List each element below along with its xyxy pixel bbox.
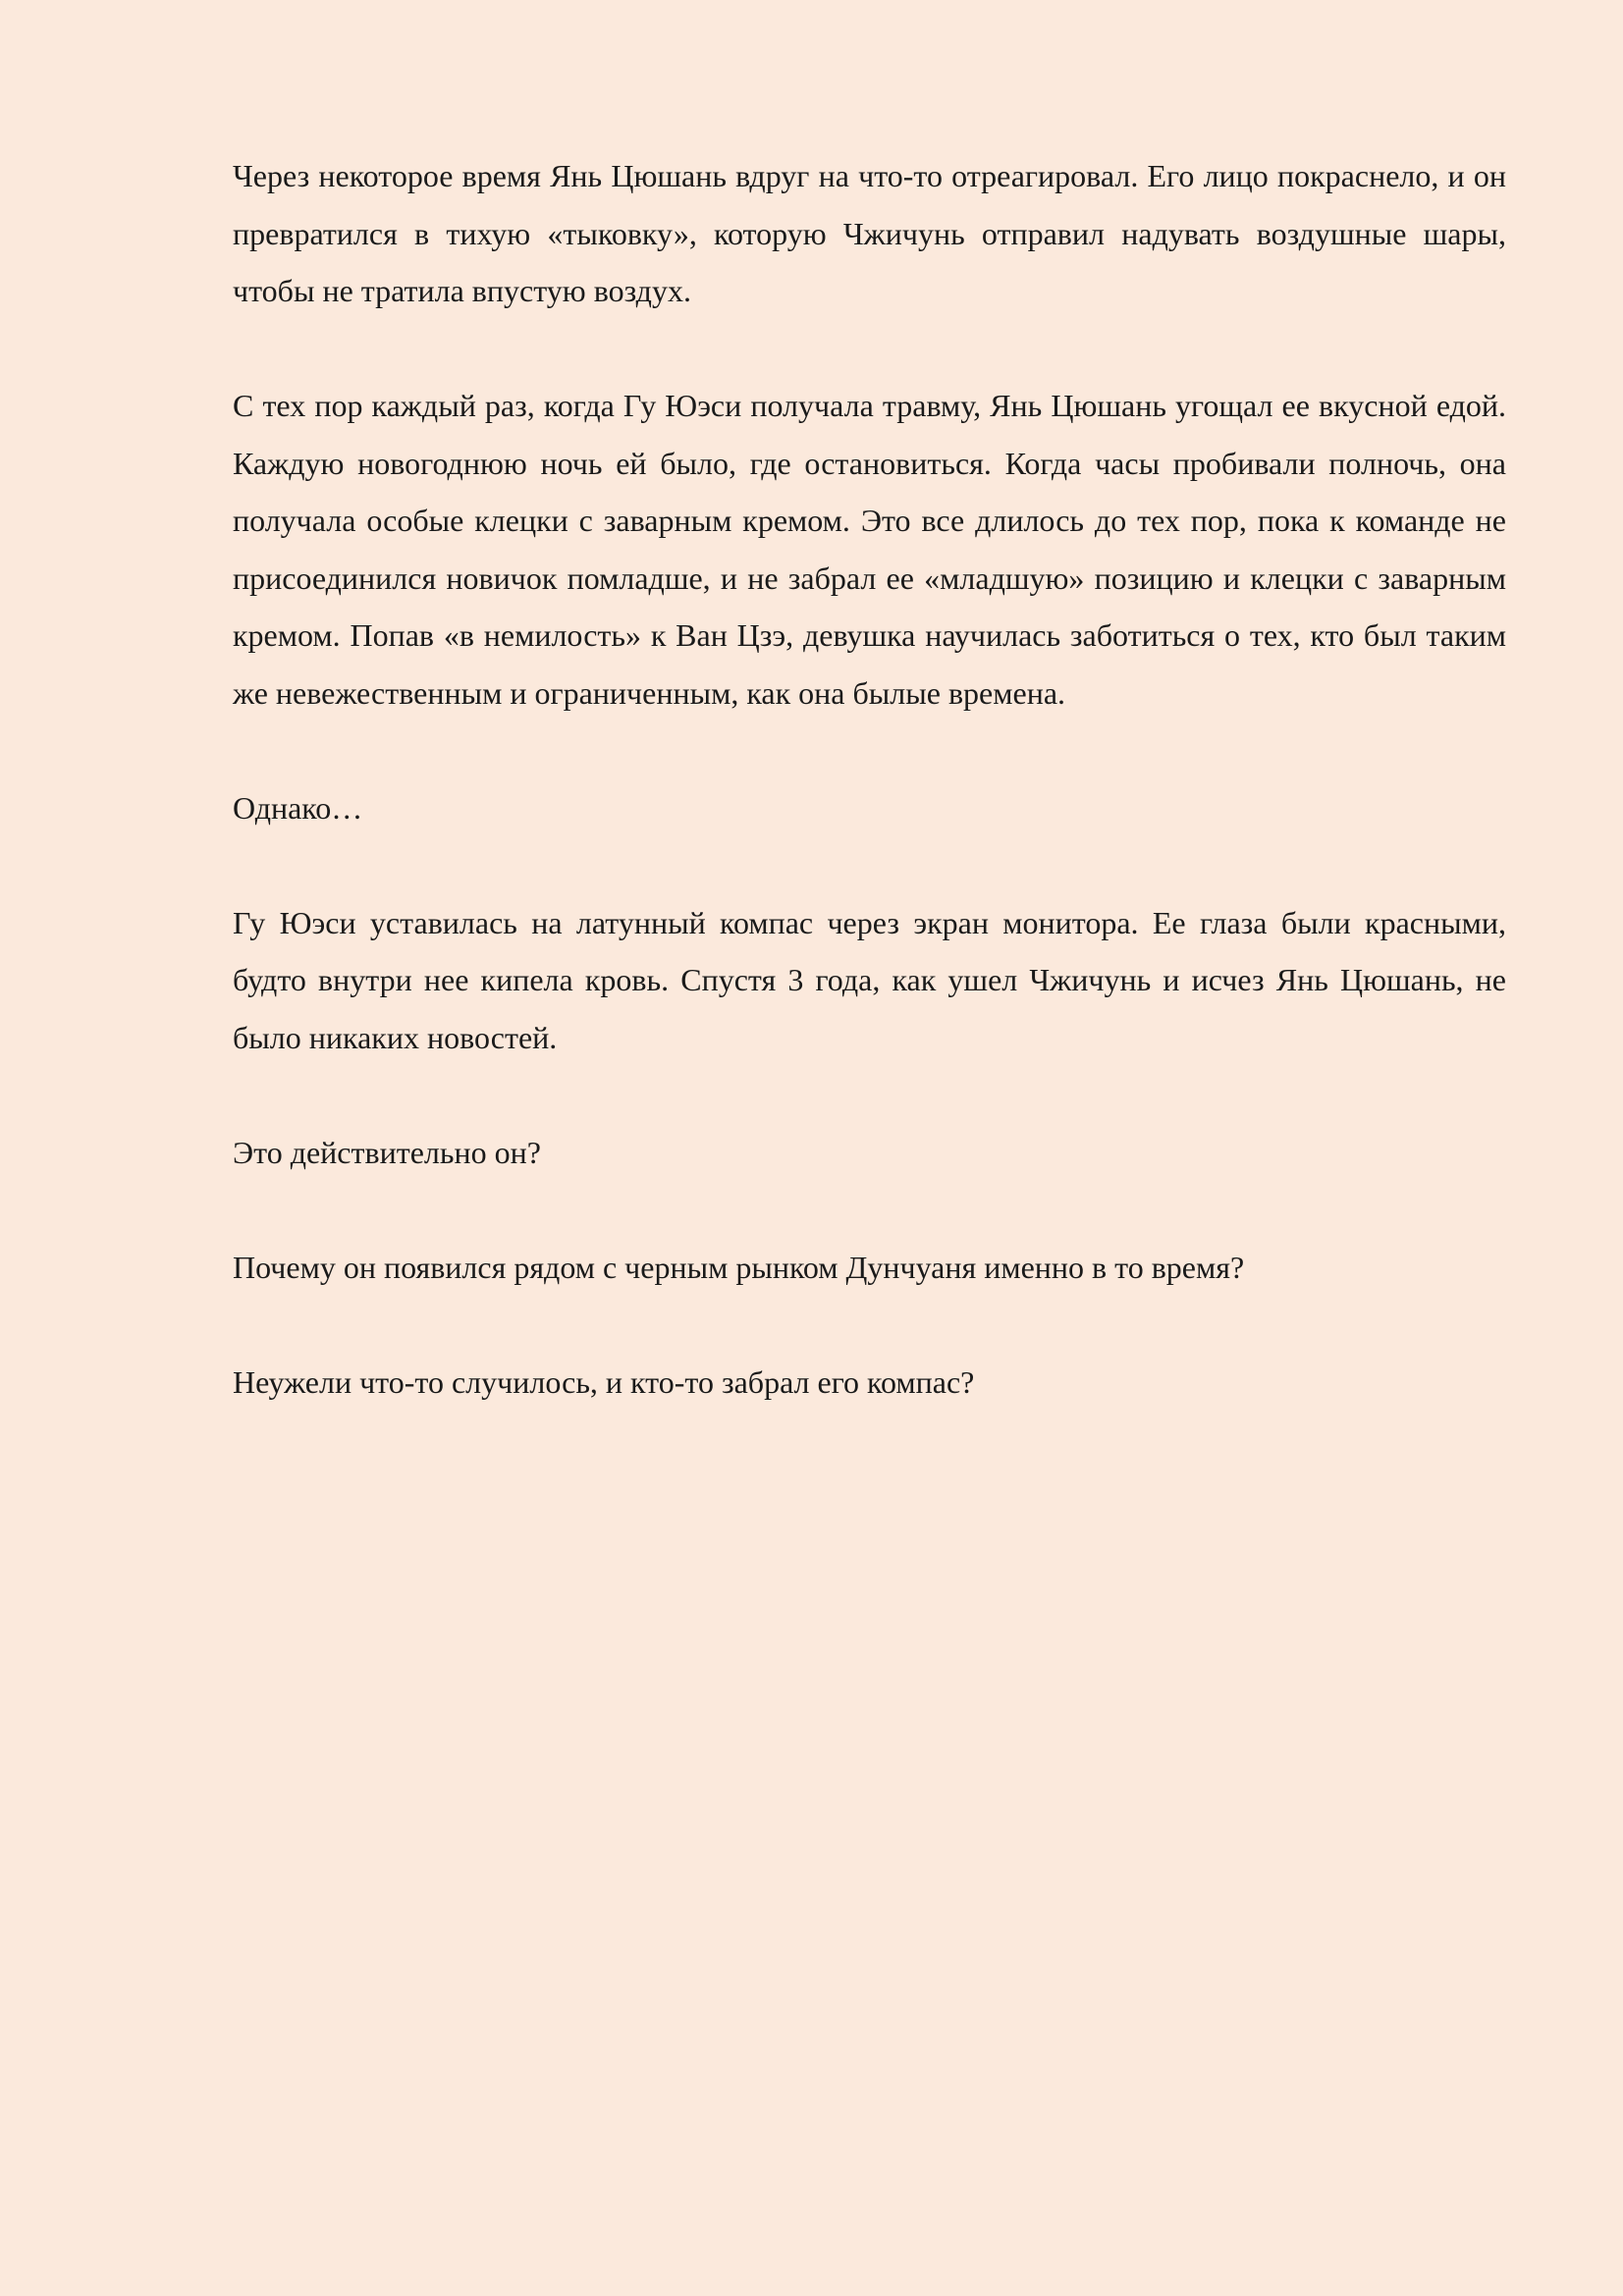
paragraph-6: Почему он появился рядом с черным рынком Дунчуаня именно в то время? <box>233 1249 1245 1285</box>
paragraph-2: С тех пор каждый раз, когда Гу Юэси получала травму, Янь Цюшань угощал ее вкусной едой. Каждую новогоднюю ночь ей было, где остановиться. Когда часы пробивали полночь, она получала особые клецки с заварным кремом. Это все длилось до тех пор, пока к команде не присоединился новичок помладше, и не забрал ее «младшую» позицию и клецки с заварным кремом. Попав «в немилость» к Ван Цзэ, девушка научилась заботиться о тех, кто был таким же невежественным и ограниченным, как она былые времена. <box>233 388 1506 711</box>
paragraph-5: Это действительно он? <box>233 1134 541 1170</box>
paragraph-3: Однако… <box>233 789 363 826</box>
paragraph-1: Через некоторое время Янь Цюшань вдруг на что-то отреагировал. Его лицо покраснело, и он превратился в тихую «тыковку», которую Чжичунь отправил надувать воздушные шары, чтобы не тратила впустую воздух. <box>233 158 1506 308</box>
document-body <box>233 147 1506 1411</box>
paragraph-7: Неужели что-то случилось, и кто-то забрал его компас? <box>233 1363 975 1400</box>
paragraph-4: Гу Юэси уставилась на латунный компас через экран монитора. Ее глаза были красными, будто внутри нее кипела кровь. Спустя 3 года, как ушел Чжичунь и исчез Янь Цюшань, не было никаких новостей. <box>233 904 1506 1055</box>
